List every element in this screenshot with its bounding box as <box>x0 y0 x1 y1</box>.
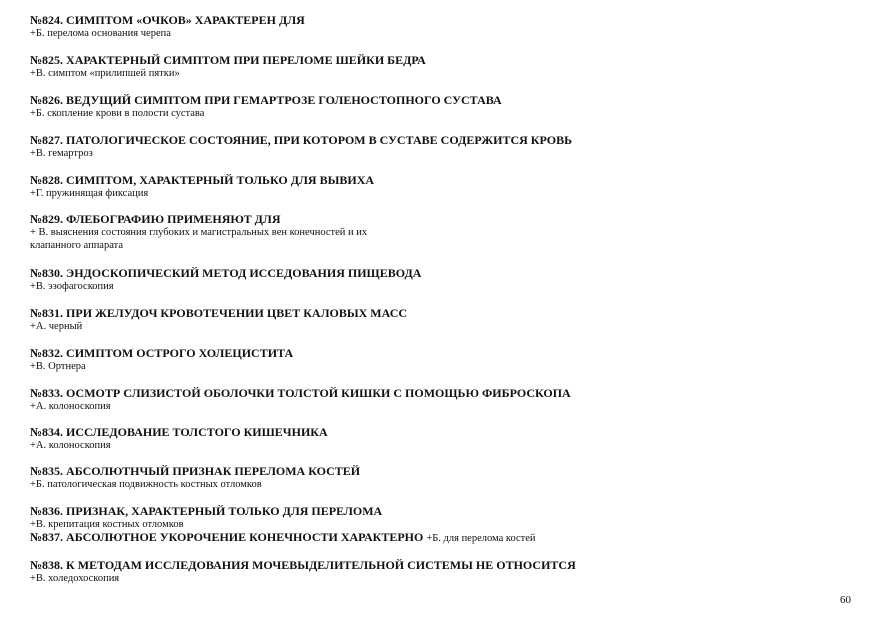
question-text: №824. СИМПТОМ «ОЧКОВ» ХАРАКТЕРЕН ДЛЯ <box>30 13 305 27</box>
answer-text: +Б. для перелома костей <box>426 533 536 544</box>
question-825 <box>30 53 850 80</box>
answer-text: +В. симптом «прилипшей пятки» <box>30 68 180 79</box>
question-831 <box>30 306 850 333</box>
answer-text: +Б. патологическая подвижность костных отломков <box>30 479 262 490</box>
question-835 <box>30 464 850 491</box>
question-text: №825. ХАРАКТЕРНЫЙ СИМПТОМ ПРИ ПЕРЕЛОМЕ ШЕЙКИ БЕДРА <box>30 53 426 67</box>
answer-text: +Г. пружинящая фиксация <box>30 188 149 199</box>
question-text: №826. ВЕДУЩИЙ СИМПТОМ ПРИ ГЕМАРТРОЗЕ ГОЛЕНОСТОПНОГО СУСТАВА <box>30 93 502 107</box>
question-line <box>30 530 850 546</box>
answer-text: +Б. перелома основания черепа <box>30 28 171 39</box>
page-number: 60 <box>840 594 851 606</box>
question-text: №830. ЭНДОСКОПИЧЕСКИЙ МЕТОД ИССЕДОВАНИЯ ПИЩЕВОДА <box>30 266 422 280</box>
question-832 <box>30 346 850 373</box>
answer-text: +Б. скопление крови в полости сустава <box>30 108 205 119</box>
answer-text <box>30 226 850 252</box>
answer-text: +В. гемартроз <box>30 148 93 159</box>
answer-text: +А. колоноскопия <box>30 440 111 451</box>
answer-text: +В. эзофагоскопия <box>30 281 114 292</box>
question-824 <box>30 13 850 40</box>
question-836 <box>30 504 850 531</box>
question-text: №838. К МЕТОДАМ ИССЛЕДОВАНИЯ МОЧЕВЫДЕЛИТЕЛЬНОЙ СИСТЕМЫ НЕ ОТНОСИТСЯ <box>30 558 576 572</box>
question-837 <box>30 530 850 546</box>
question-829 <box>30 212 850 252</box>
question-text: №827. ПАТОЛОГИЧЕСКОЕ СОСТОЯНИЕ, ПРИ КОТОРОМ В СУСТАВЕ СОДЕРЖИТСЯ КРОВЬ <box>30 133 573 147</box>
question-827 <box>30 133 850 160</box>
question-text: №828. СИМПТОМ, ХАРАКТЕРНЫЙ ТОЛЬКО ДЛЯ ВЫВИХА <box>30 173 375 187</box>
question-830 <box>30 266 850 293</box>
answer-text: +А. колоноскопия <box>30 401 111 412</box>
answer-text: +В. холедохоскопия <box>30 573 120 584</box>
question-838 <box>30 558 850 585</box>
question-833 <box>30 386 850 413</box>
question-text: №834. ИССЛЕДОВАНИЕ ТОЛСТОГО КИШЕЧНИКА <box>30 425 328 439</box>
question-text: №831. ПРИ ЖЕЛУДОЧ КРОВОТЕЧЕНИИ ЦВЕТ КАЛОВЫХ МАСС <box>30 306 408 320</box>
question-text: №837. АБСОЛЮТНОЕ УКОРОЧЕНИЕ КОНЕЧНОСТИ ХАРАКТЕРНО <box>30 530 424 544</box>
question-text: №829. ФЛЕБОГРАФИЮ ПРИМЕНЯЮТ ДЛЯ <box>30 212 281 226</box>
question-text: №836. ПРИЗНАК, ХАРАКТЕРНЫЙ ТОЛЬКО ДЛЯ ПЕРЕЛОМА <box>30 504 383 518</box>
question-text: №835. АБСОЛЮТНЧЫЙ ПРИЗНАК ПЕРЕЛОМА КОСТЕЙ <box>30 464 361 478</box>
answer-text: +А. черный <box>30 321 83 332</box>
question-834 <box>30 425 850 452</box>
answer-text: +В. Ортнера <box>30 361 86 372</box>
answer-text: +В. крепитация костных отломков <box>30 519 184 530</box>
answer-line-2: клапанного аппарата <box>30 240 123 251</box>
answer-line-1: + В. выяснения состояния глубоких и магистральных вен конечностей и их <box>30 227 368 238</box>
question-text: №833. ОСМОТР СЛИЗИСТОЙ ОБОЛОЧКИ ТОЛСТОЙ КИШКИ С ПОМОЩЬЮ ФИБРОСКОПА <box>30 386 571 400</box>
question-826 <box>30 93 850 120</box>
question-text: №832. СИМПТОМ ОСТРОГО ХОЛЕЦИСТИТА <box>30 346 294 360</box>
question-828 <box>30 173 850 200</box>
